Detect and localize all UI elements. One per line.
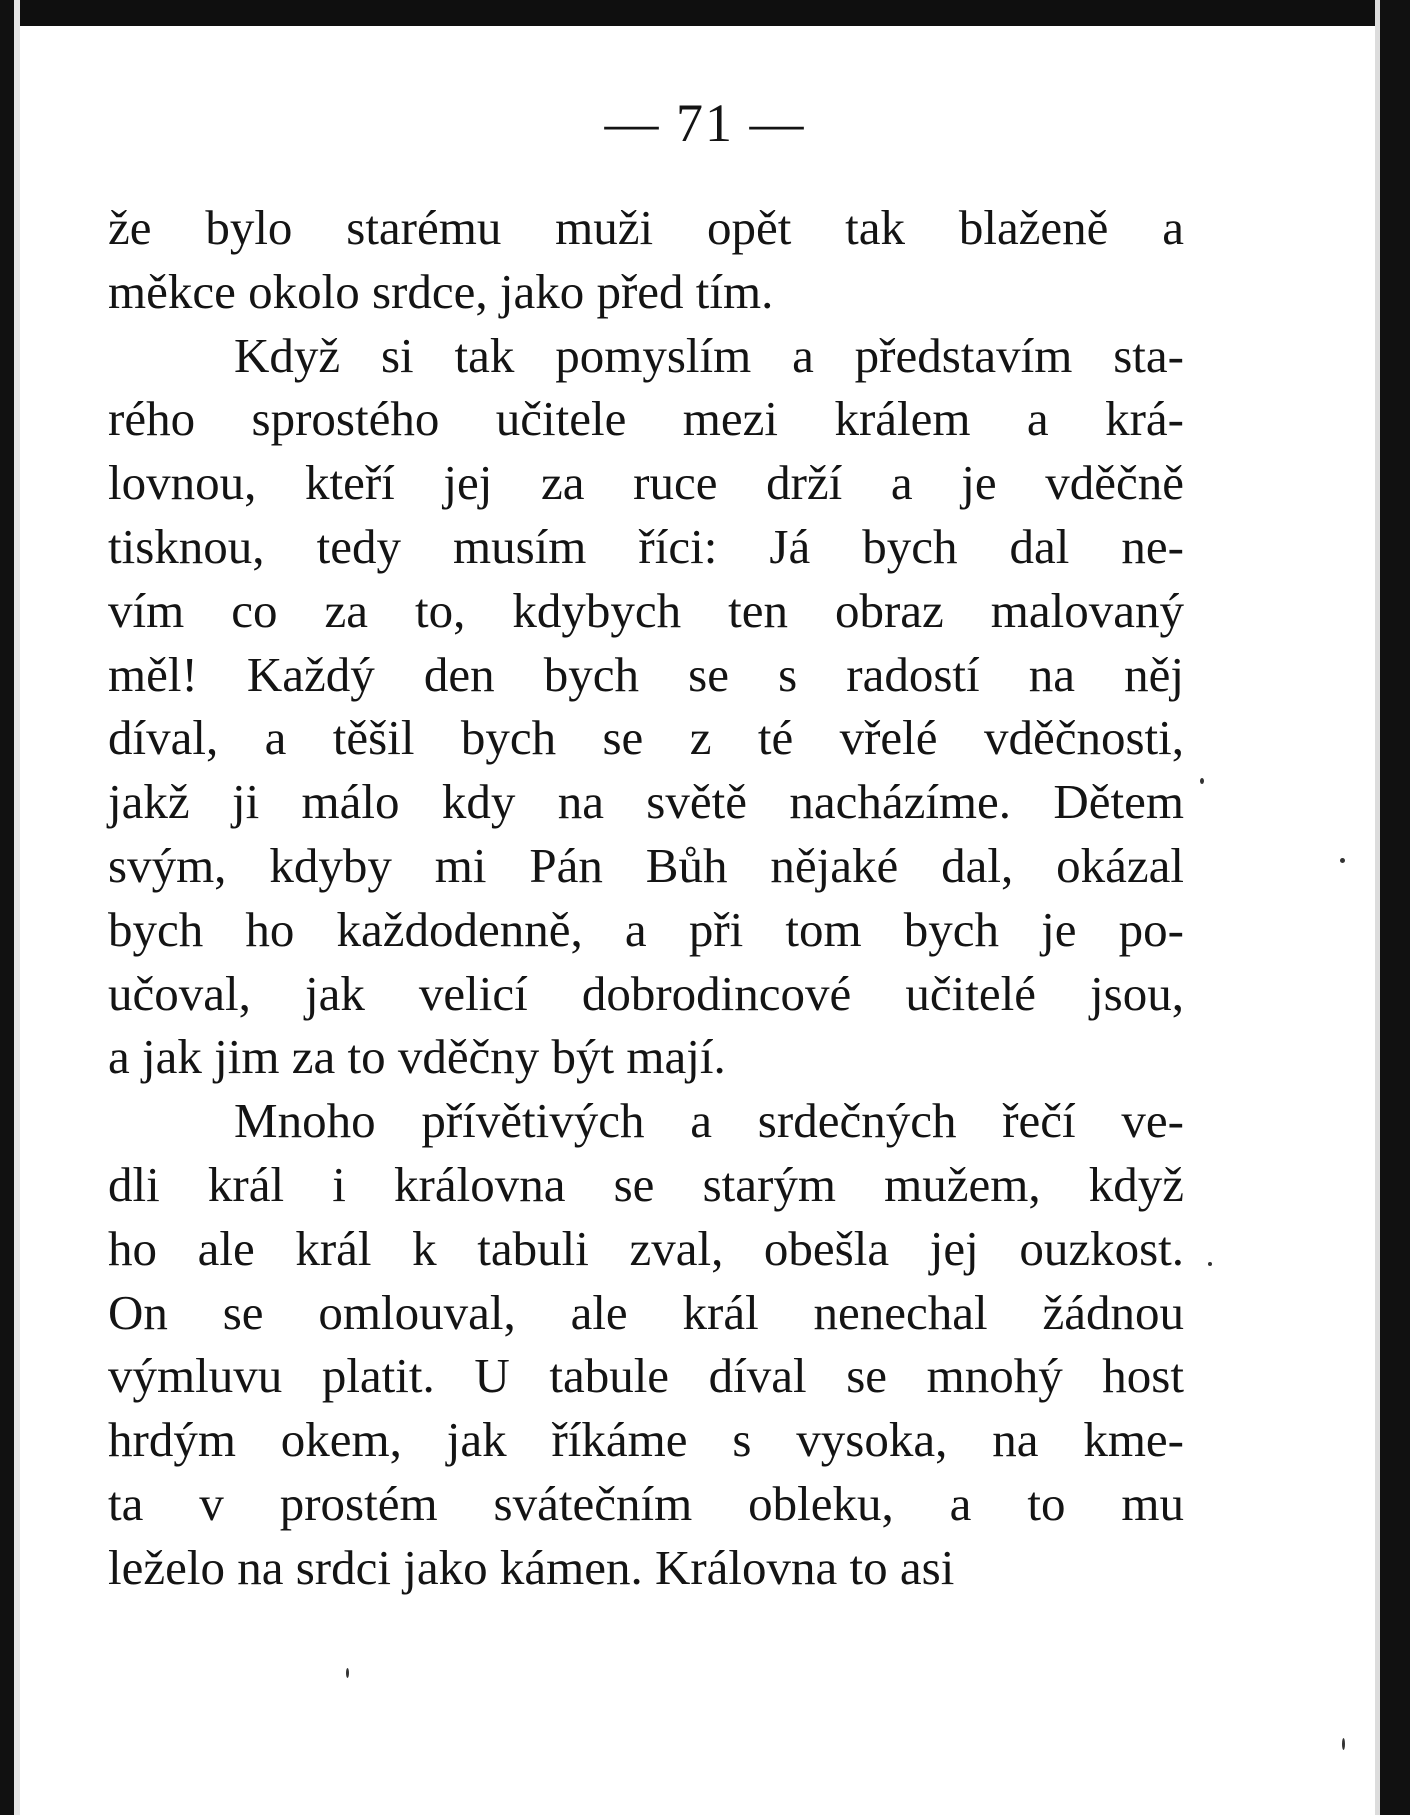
- ink-speck: [1200, 778, 1204, 784]
- scan-border-top: [0, 0, 1410, 26]
- page-number: — 71 —: [604, 93, 806, 153]
- text-line: měl! Každý den bych se s radostí na něj: [108, 646, 1184, 702]
- body-text: [108, 196, 1184, 1600]
- text-line: bych ho každodenně, a při tom bych je po-: [108, 901, 1184, 957]
- text-line: díval, a těšil bych se z té vřelé vděčnosti,: [108, 710, 1184, 766]
- text-line: lovnou, kteří jej za ruce drží a je vděčně: [108, 455, 1184, 511]
- text-line: On se omlouval, ale král nenechal žádnou: [108, 1284, 1184, 1340]
- scan-border-left: [0, 0, 14, 1815]
- text-line: ho ale král k tabuli zval, obešla jej ouzkost.: [108, 1220, 1184, 1276]
- text-line: jakž ji málo kdy na světě nacházíme. Dětem: [108, 774, 1184, 830]
- text-line: vím co za to, kdybych ten obraz malovaný: [108, 582, 1184, 638]
- text-line: leželo na srdci jako kámen. Královna to asi: [108, 1539, 955, 1595]
- ink-speck: [1340, 858, 1345, 863]
- text-line: rého sprostého učitele mezi králem a krá-: [108, 391, 1184, 447]
- text-line: Když si tak pomyslím a představím sta-: [234, 327, 1184, 383]
- scan-border-right: [1380, 0, 1410, 1815]
- text-line: Mnoho přívětivých a srdečných řečí ve-: [234, 1093, 1184, 1149]
- text-line: měkce okolo srdce, jako před tím.: [108, 263, 774, 319]
- text-line: výmluvu platit. U tabule díval se mnohý host: [108, 1348, 1184, 1404]
- paragraph: [108, 196, 1184, 324]
- text-line: ta v prostém svátečním obleku, a to mu: [108, 1475, 1184, 1531]
- paragraph: [108, 324, 1184, 1090]
- text-line: svým, kdyby mi Pán Bůh nějaké dal, okázal: [108, 837, 1184, 893]
- text-line: dli král i královna se starým mužem, když: [108, 1156, 1184, 1212]
- text-line: tisknou, tedy musím říci: Já bych dal ne-: [108, 518, 1184, 574]
- paragraph: [108, 1089, 1184, 1599]
- scan-border-right-shade: [1375, 0, 1380, 1815]
- scan-border-left-shade: [14, 0, 20, 1815]
- ink-speck: [1208, 1262, 1212, 1266]
- text-line: hrdým okem, jak říkáme s vysoka, na kme-: [108, 1412, 1184, 1468]
- text-line: učoval, jak velicí dobrodincové učitelé jsou,: [108, 965, 1184, 1021]
- ink-speck: [1342, 1738, 1345, 1750]
- text-line: a jak jim za to vděčny být mají.: [108, 1029, 726, 1085]
- ink-speck: [346, 1668, 349, 1678]
- text-line: že bylo starému muži opět tak blaženě a: [108, 200, 1184, 255]
